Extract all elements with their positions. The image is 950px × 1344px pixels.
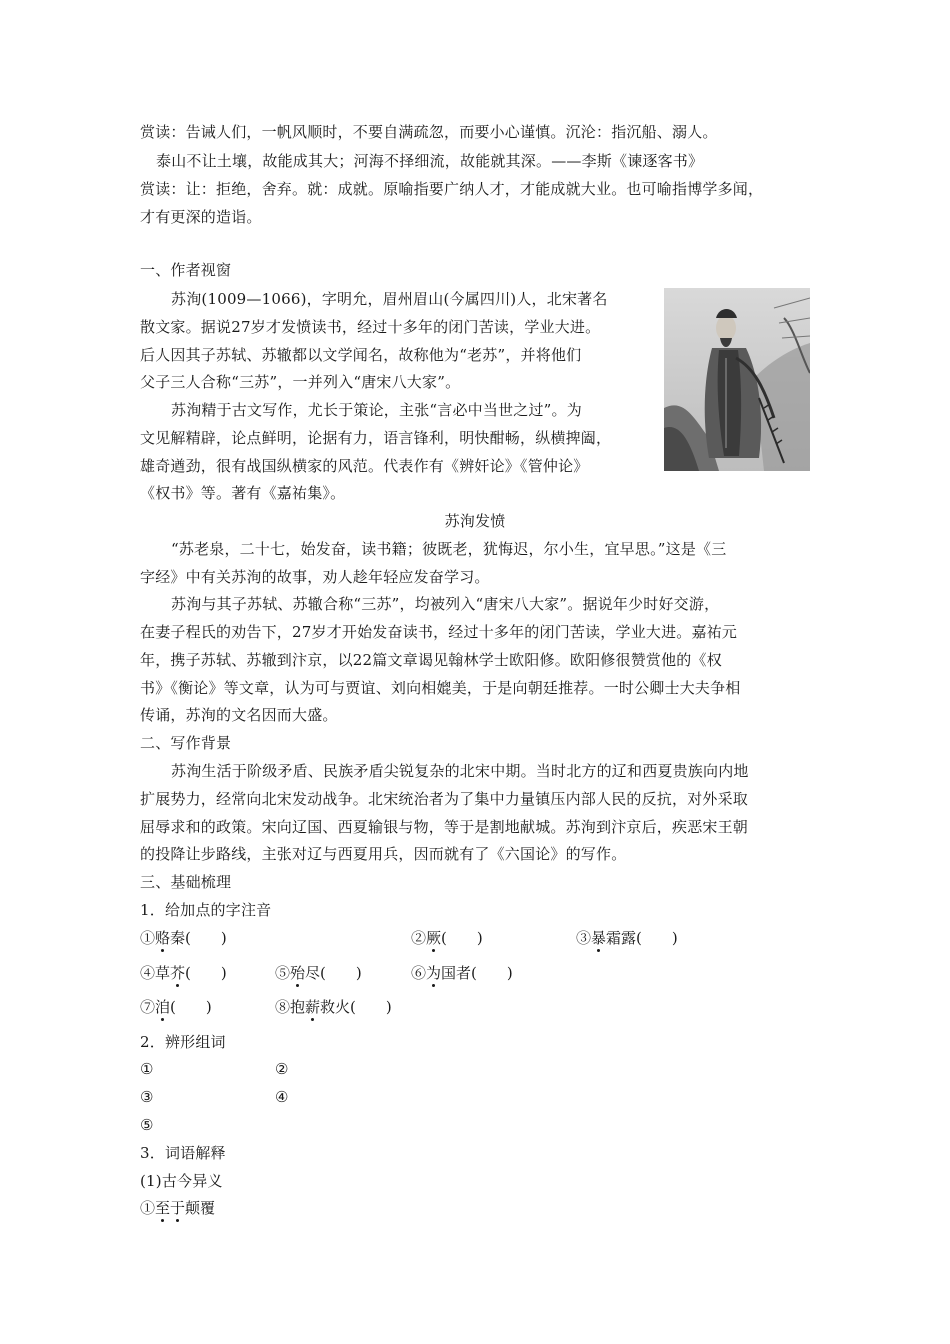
appreciation-line: 赏读：告诫人们，一帆风顺时，不要自满疏忽，而要小心谨慎。沉沦：指沉船、溺人。 xyxy=(140,123,718,141)
paragraph-line: 传诵，苏洵的文名因而大盛。 xyxy=(140,706,338,724)
item-suffix: 国者( ) xyxy=(441,964,513,982)
dotted-char: 薪 xyxy=(305,998,321,1016)
item-suffix: 颠覆 xyxy=(185,1199,216,1217)
term-item xyxy=(140,1198,215,1218)
item-number: ② xyxy=(275,1060,289,1078)
item-suffix: ( ) xyxy=(170,998,212,1016)
item-number: ③ xyxy=(576,929,592,947)
appreciation-line: 才有更深的造诣。 xyxy=(140,208,262,226)
paragraph-line: 《权书》等。著有《嘉祐集》。 xyxy=(140,484,346,502)
item-number: ⑥ xyxy=(411,964,427,982)
item-suffix: 霜露( ) xyxy=(606,929,678,947)
su-xun-portrait xyxy=(664,288,810,471)
item-suffix: 秦( ) xyxy=(170,929,227,947)
dotted-char: 赂 xyxy=(155,929,171,947)
paragraph-line: 父子三人合称“三苏”，一并列入“唐宋八大家”。 xyxy=(140,373,461,391)
item-suffix: 救火( ) xyxy=(320,998,392,1016)
item-number: ⑤ xyxy=(140,1116,154,1134)
paragraph-line: 散文家。据说27岁才发愤读书，经过十多年的闭门苦读，学业大进。 xyxy=(140,318,601,336)
item-number: ① xyxy=(140,929,156,947)
section-heading: 一、作者视窗 xyxy=(140,261,232,279)
quote-line: 泰山不让土壤，故能成其大；河海不择细流，故能就其深。——李斯《谏逐客书》 xyxy=(156,152,704,170)
paragraph-line: 扩展势力，经常向北宋发动战争。北宋统治者为了集中力量镇压内部人民的反抗，对外采取 xyxy=(140,790,749,808)
paragraph-line: “苏老泉，二十七，始发奋，读书籍；彼既老，犹悔迟，尔小生，宜早思。”这是《三 xyxy=(171,540,727,558)
pinyin-item xyxy=(411,928,483,948)
paragraph-line: 屈辱求和的政策。宋向辽国、西夏输银与物，等于是割地献城。苏洵到汴京后，疾恶宋王朝 xyxy=(140,818,749,836)
item-number: ② xyxy=(411,929,427,947)
paragraph-line: 苏洵精于古文写作，尤长于策论，主张“言必中当世之过”。为 xyxy=(171,401,582,419)
item-suffix: ( ) xyxy=(185,964,227,982)
pinyin-item xyxy=(411,963,513,983)
section-heading: 三、基础梳理 xyxy=(140,873,232,891)
item-number: ③ xyxy=(140,1088,154,1106)
question-title: 1．给加点的字注音 xyxy=(140,901,272,919)
item-number: ① xyxy=(140,1199,156,1217)
dotted-char: 至 xyxy=(155,1199,171,1217)
dotted-char: 洎 xyxy=(155,998,171,1016)
appreciation-line: 赏读：让：拒绝，舍弃。就：成就。原喻指要广纳人才，才能成就大业。也可喻指博学多闻， xyxy=(140,180,764,198)
paragraph-line: 苏洵生活于阶级矛盾、民族矛盾尖锐复杂的北宋中期。当时北方的辽和西夏贵族向内地 xyxy=(171,762,749,780)
item-number: ⑦ xyxy=(140,998,156,1016)
dotted-char: 暴 xyxy=(591,929,607,947)
paragraph-line: 雄奇遒劲，很有战国纵横家的风范。代表作有《辨奸论》《管仲论》 xyxy=(140,457,589,475)
dotted-char: 为 xyxy=(426,964,442,982)
question-title: 3．词语解释 xyxy=(140,1144,226,1162)
section-heading: 二、写作背景 xyxy=(140,734,232,752)
item-prefix: 抱 xyxy=(290,998,306,1016)
paragraph-line: 书》《衡论》等文章，认为可与贾谊、刘向相媲美，于是向朝廷推荐。一时公卿士大夫争相 xyxy=(140,679,741,697)
item-number: ④ xyxy=(140,964,156,982)
paragraph-line: 苏洵与其子苏轼、苏辙合称“三苏”，均被列入“唐宋八大家”。据说年少时好交游， xyxy=(171,595,720,613)
item-number: ① xyxy=(140,1060,154,1078)
pinyin-item xyxy=(140,997,212,1017)
paragraph-line: 字经》中有关苏洵的故事，劝人趁年轻应发奋学习。 xyxy=(140,568,490,586)
item-number: ⑤ xyxy=(275,964,291,982)
item-number: ⑧ xyxy=(275,998,291,1016)
pinyin-item xyxy=(275,963,362,983)
paragraph-line: 年，携子苏轼、苏辙到汴京，以22篇文章谒见翰林学士欧阳修。欧阳修很赞赏他的《权 xyxy=(140,651,722,669)
story-title: 苏洵发愤 xyxy=(444,512,506,530)
pinyin-item xyxy=(140,928,227,948)
paragraph-line: 在妻子程氏的劝告下，27岁才开始发奋读书，经过十多年的闭门苦读，学业大进。嘉祐元 xyxy=(140,623,738,641)
item-prefix: 草 xyxy=(155,964,171,982)
dotted-char: 殆 xyxy=(290,964,306,982)
pinyin-item xyxy=(275,997,392,1017)
item-suffix: 尽( ) xyxy=(305,964,362,982)
paragraph-line: 文见解精辟，论点鲜明，论据有力，语言锋利，明快酣畅，纵横捭阖， xyxy=(140,429,612,447)
pinyin-item xyxy=(576,928,678,948)
item-suffix: ( ) xyxy=(441,929,483,947)
paragraph-line: 的投降让步路线，主张对辽与西夏用兵，因而就有了《六国论》的写作。 xyxy=(140,845,627,863)
sub-heading: (1)古今异义 xyxy=(140,1172,223,1190)
paragraph-line: 苏洵(1009—1066)，字明允，眉州眉山(今属四川)人，北宋著名 xyxy=(171,290,608,308)
pinyin-item xyxy=(140,963,227,983)
dotted-char: 芥 xyxy=(170,964,186,982)
paragraph-line: 后人因其子苏轼、苏辙都以文学闻名，故称他为“老苏”，并将他们 xyxy=(140,346,582,364)
item-number: ④ xyxy=(275,1088,289,1106)
dotted-char: 厥 xyxy=(426,929,442,947)
question-title: 2．辨形组词 xyxy=(140,1033,226,1051)
dotted-char: 于 xyxy=(170,1199,186,1217)
